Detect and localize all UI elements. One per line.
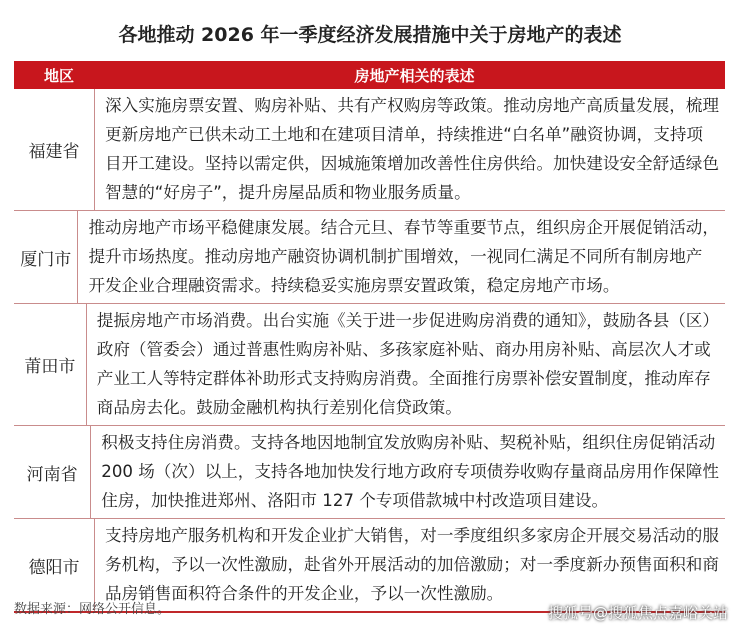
statement-line: 推动房地产市场平稳健康发展。结合元旦、春节等重要节点，组织房企开展促销活动，: [88, 218, 719, 237]
region-cell: 河南省: [14, 426, 91, 518]
region-cell: 德阳市: [14, 519, 95, 611]
statement-cell: [91, 426, 725, 518]
statement-line: 目开工建设。坚持以需定供，因城施策增加改善性住房供给。加快建设安全舒适绿色: [105, 154, 719, 173]
statement-line: 更新房地产已供未动工土地和在建项目清单，持续推进“白名单”融资协调，支持项: [105, 125, 704, 144]
region-cell: 莆田市: [14, 304, 87, 425]
table-row: [14, 303, 725, 425]
table-header: [14, 61, 725, 89]
table-title: 各地推动 2026 年一季度经济发展措施中关于房地产的表述: [118, 24, 622, 46]
statement-line: 提升市场热度。推动房地产融资协调机制扩围增效，一视同仁满足不同所有制房地产: [88, 247, 703, 266]
statement-line: 提振房地产市场消费。出台实施《关于进一步促进购房消费的通知》，鼓励各县（区）: [96, 311, 719, 330]
statement-cell: [95, 519, 725, 611]
statement-line: 深入实施房票安置、购房补贴、共有产权购房等政策。推动房地产高质量发展，梳理: [105, 96, 719, 115]
table-row: [14, 89, 725, 210]
table-row: [14, 210, 725, 303]
header-region: 地区: [43, 66, 74, 85]
statement-line: 品房销售面积符合条件的开发企业，予以一次性激励。: [105, 584, 504, 603]
statement-line: 积极支持住房消费。支持各地因地制宜发放购房补贴、契税补贴，组织住房促销活动: [101, 433, 716, 452]
statement-line: 务机构，予以一次性激励，赴省外开展活动的加倍激励；对一季度新办预售面积和商: [105, 555, 719, 574]
statement-cell: [87, 304, 725, 425]
region-cell: 厦门市: [14, 211, 78, 303]
table-row: [14, 425, 725, 518]
region-cell: 福建省: [14, 89, 95, 210]
source-footnote: 数据来源：网络公开信息。: [14, 602, 171, 617]
statement-line: 开发企业合理融资需求。持续稳妥实施房票安置政策，稳定房地产市场。: [88, 276, 620, 295]
statement-line: 200 场（次）以上，支持各地加快发行地方政府专项债券收购存量商品房用作保障性: [101, 462, 719, 481]
statement-line: 住房，加快推进郑州、洛阳市 127 个专项借款城中村改造项目建设。: [101, 491, 609, 510]
statement-line: 产业工人等特定群体补助形式支持购房消费。全面推行房票补偿安置制度，推动库存: [96, 369, 711, 388]
statement-line: 支持房地产服务机构和开发企业扩大销售，对一季度组织多家房企开展交易活动的服: [105, 526, 719, 545]
watermark: 搜狐号@搜狐焦点嘉峪关站: [547, 604, 728, 622]
statement-line: 政府（管委会）通过普惠性购房补贴、多孩家庭补贴、商办用房补贴、高层次人才或: [96, 340, 711, 359]
header-statement: 房地产相关的表述: [354, 66, 475, 85]
statement-line: 商品房去化。鼓励金融机构执行差别化信贷政策。: [96, 398, 462, 417]
policy-table: [14, 61, 725, 613]
statement-line: 智慧的“好房子”，提升房屋品质和物业服务质量。: [105, 183, 471, 202]
statement-cell: [95, 89, 725, 210]
statement-cell: [78, 211, 725, 303]
